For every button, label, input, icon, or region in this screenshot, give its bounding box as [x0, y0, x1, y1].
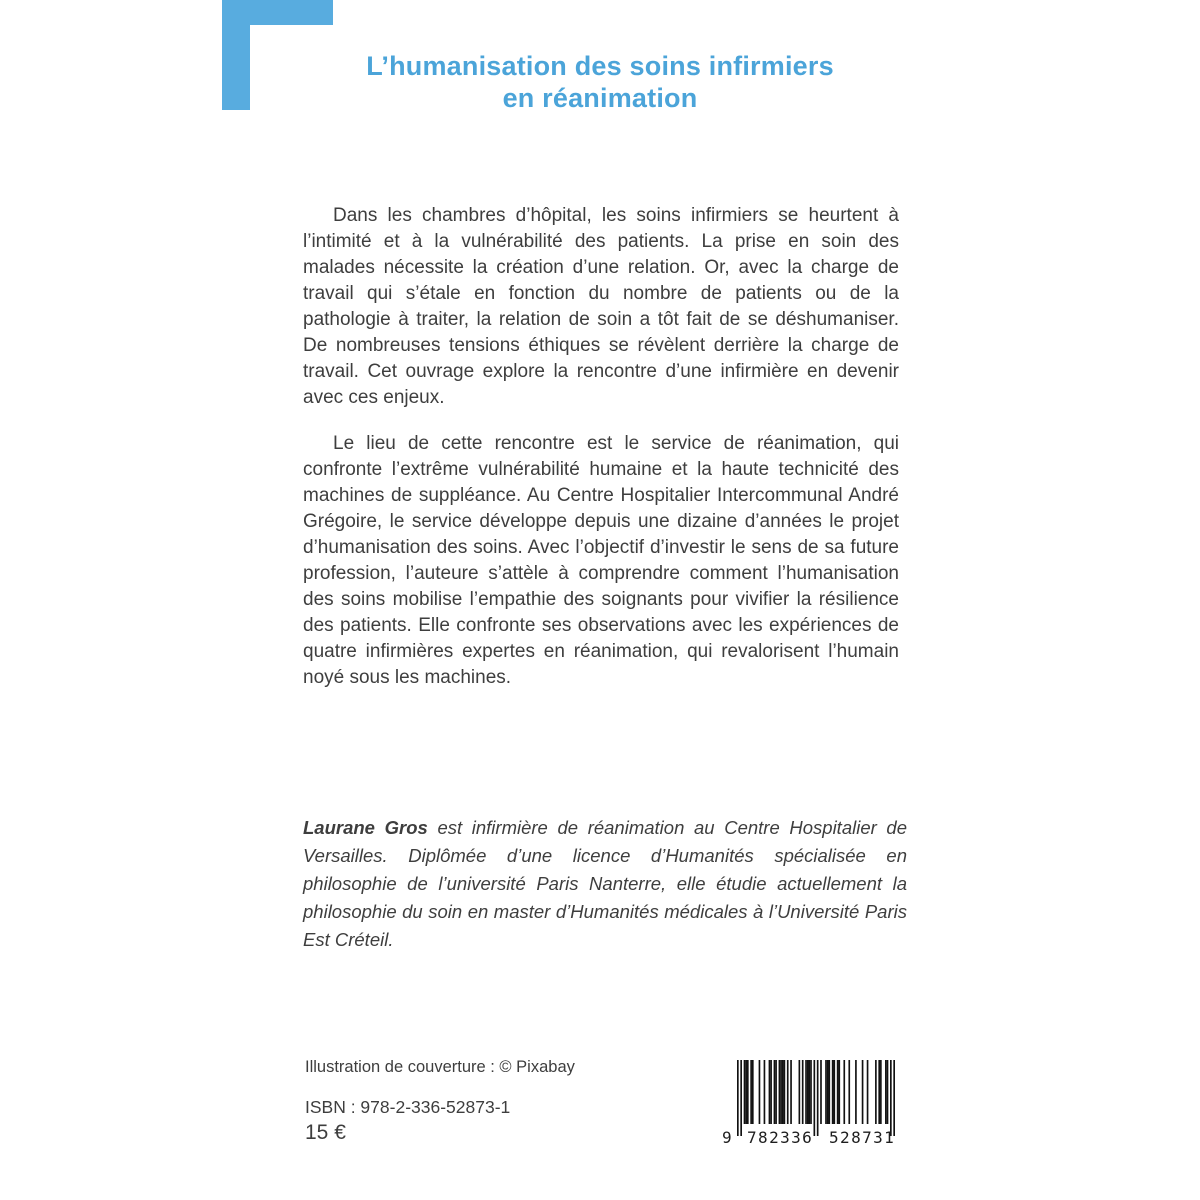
barcode-digits-left-group: 782336	[747, 1128, 814, 1147]
barcode-digits-right-group: 528731	[829, 1128, 896, 1147]
author-name: Laurane Gros	[303, 817, 428, 838]
barcode-digit-first: 9	[722, 1128, 732, 1147]
synopsis-paragraph-1: Dans les chambres d’hôpital, les soins infirmiers se heurtent à l’intimité et à la vulnérabilité des patients. La prise en soin des malades nécessite la création d’une relation. Or, avec la charge de travail qui s’étale en fonction du nombre de patients ou de la pathologie à traiter, la relation de soin a tôt fait de se déshumaniser. De nombreuses tensions éthiques se révèlent derrière la charge de travail. Cet ouvrage explore la rencontre d’une infirmière en devenir avec ces enjeux.	[303, 205, 899, 408]
book-title-line1: L’humanisation des soins infirmiers	[366, 51, 834, 81]
corner-decoration-horizontal-bar	[222, 0, 333, 25]
price-text: 15 €	[305, 1121, 346, 1144]
book-title-line2: en réanimation	[502, 83, 698, 113]
synopsis-paragraph-2: Le lieu de cette rencontre est le service de réanimation, qui confronte l’extrême vulnérabilité humaine et la haute technicité des machines de suppléance. Au Centre Hospitalier Intercommunal André Grégoire, le service développe depuis une dizaine d’années le projet d’humanisation des soins. Avec l’objectif d’investir le sens de sa future profession, l’auteure s’attèle à comprendre comment l’humanisation des soins mobilise l’empathie des soignants pour vivifier la résilience des patients. Elle confronte ses observations avec les expériences de quatre infirmières expertes en réanimation, qui revalorisent l’humain noyé sous les machines.	[303, 433, 899, 688]
book-title	[200, 50, 1000, 114]
ean13-barcode	[720, 1058, 900, 1150]
author-bio	[303, 814, 907, 954]
synopsis	[303, 203, 899, 711]
barcode-bars	[737, 1060, 895, 1136]
cover-illustration-credit: Illustration de couverture : © Pixabay	[305, 1058, 575, 1076]
author-bio-text: est infirmière de réanimation au Centre Hospitalier de Versailles. Diplômée d’une licence d’Humanités spécialisée en philosophie de l’université Paris Nanterre, elle étudie actuellement la philosophie du soin en master d’Humanités médicales à l’Université Paris Est Créteil.	[303, 817, 907, 950]
isbn-text: ISBN : 978-2-336-52873-1	[305, 1097, 511, 1117]
